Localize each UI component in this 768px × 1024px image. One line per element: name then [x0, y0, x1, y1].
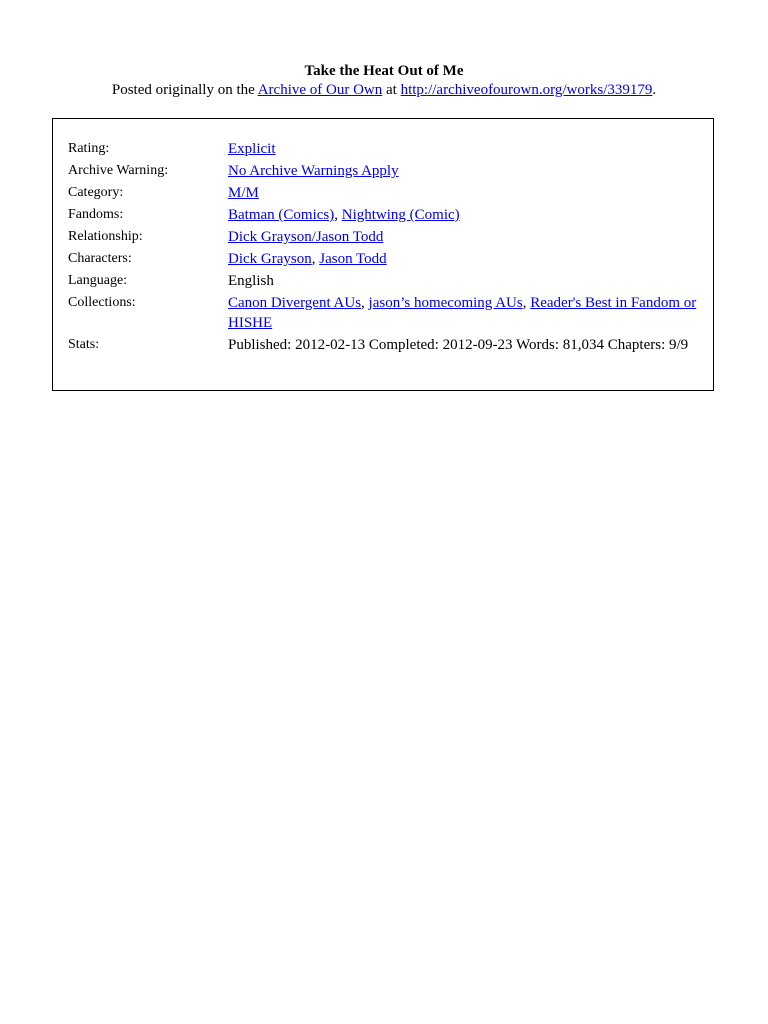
relationship-link[interactable]: Dick Grayson/Jason Todd — [228, 229, 384, 245]
work-header — [0, 62, 768, 100]
work-url-link[interactable]: http://archiveofourown.org/works/339179 — [400, 82, 653, 98]
collection-link[interactable]: Canon Divergent AUs — [228, 295, 362, 311]
character-link[interactable]: Jason Todd — [319, 251, 387, 267]
at-text: at — [382, 82, 401, 98]
work-title: Take the Heat Out of Me — [304, 63, 464, 79]
language-row — [68, 270, 698, 292]
character-link[interactable]: Dick Grayson — [228, 251, 312, 267]
fandom-link[interactable]: Batman (Comics) — [228, 207, 335, 223]
posted-line — [0, 81, 768, 100]
collections-value — [228, 292, 698, 334]
separator: , — [522, 295, 531, 311]
category-row — [68, 182, 698, 204]
fandom-link[interactable]: Nightwing (Comic) — [341, 207, 460, 223]
collection-link[interactable]: Reader's Best in Fandom or HISHE — [228, 295, 697, 331]
category-value — [228, 182, 698, 204]
rating-link[interactable]: Explicit — [228, 141, 276, 157]
stats-row — [68, 334, 698, 355]
category-link[interactable]: M/M — [228, 185, 259, 201]
characters-value — [228, 248, 698, 270]
warning-value — [228, 160, 698, 182]
warning-link[interactable]: No Archive Warnings Apply — [228, 163, 399, 179]
stats-label: Stats: — [68, 337, 100, 352]
language-value: English — [228, 273, 274, 289]
stats-value: Published: 2012-02-13 Completed: 2012-09-23 Words: 81,034 Chapters: 9/9 — [228, 337, 689, 353]
warning-row — [68, 160, 698, 182]
rating-value — [228, 138, 698, 160]
archive-link[interactable]: Archive of Our Own — [257, 82, 383, 98]
collections-row — [68, 292, 698, 334]
separator: , — [334, 207, 342, 223]
characters-label: Characters: — [68, 251, 132, 266]
warning-label: Archive Warning: — [68, 163, 169, 178]
rating-label: Rating: — [68, 141, 110, 156]
separator: , — [311, 251, 320, 267]
metadata-table — [68, 138, 698, 355]
category-label: Category: — [68, 185, 124, 200]
collections-label: Collections: — [68, 295, 136, 310]
collection-link[interactable]: jason’s homecoming AUs — [368, 295, 523, 311]
rating-row — [68, 138, 698, 160]
language-label: Language: — [68, 273, 128, 288]
fandoms-label: Fandoms: — [68, 207, 124, 222]
posted-prefix: Posted originally on the — [111, 82, 258, 98]
period: . — [652, 82, 657, 98]
relationship-value — [228, 226, 698, 248]
characters-row — [68, 248, 698, 270]
metadata-box — [52, 118, 714, 391]
fandoms-value — [228, 204, 698, 226]
relationship-label: Relationship: — [68, 229, 143, 244]
relationship-row — [68, 226, 698, 248]
fandoms-row — [68, 204, 698, 226]
separator: , — [361, 295, 369, 311]
